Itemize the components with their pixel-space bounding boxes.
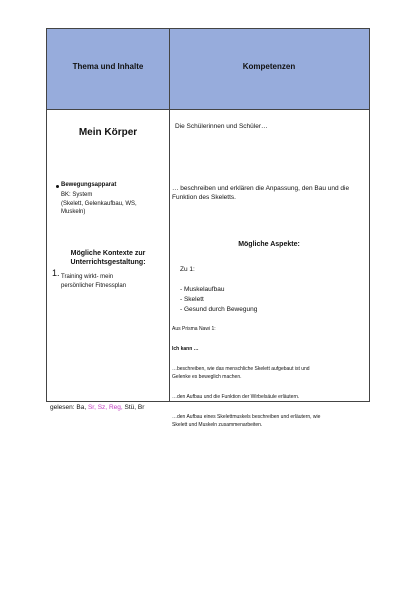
can-do-line: …beschreiben, wie das menschliche Skelett aufgebaut ist und bbox=[172, 366, 310, 372]
bk-text bbox=[61, 191, 169, 217]
list-item: - Gesund durch Bewegung bbox=[180, 306, 258, 313]
prisma-source: Aus Prisma Nawi 1: bbox=[172, 326, 216, 332]
bk-line: (Skelett, Gelenkaufbau, WS, bbox=[61, 200, 137, 207]
description-line: Funktion des Skeletts. bbox=[172, 194, 236, 201]
competence-description bbox=[172, 184, 368, 202]
can-do-line: Skelett und Muskeln zusammenarbeiten. bbox=[172, 421, 263, 428]
contexts-heading-line: Unterrichtsgestaltung: bbox=[70, 259, 146, 266]
intro-text: Die Schülerinnen und Schüler… bbox=[175, 123, 268, 130]
table-header bbox=[47, 29, 369, 110]
can-do-line: …den Aufbau eines Skelettmuskels beschreiben und erläutern, wie bbox=[172, 414, 321, 420]
can-do-item bbox=[172, 414, 368, 429]
reviewer-reg: Reg, bbox=[108, 404, 123, 411]
aspects-list bbox=[180, 285, 257, 315]
footer-rest: Stü, Br bbox=[124, 404, 145, 411]
list-item bbox=[61, 273, 165, 291]
reviewed-by-footer bbox=[50, 404, 144, 411]
can-do-line: Gelenke es beweglich machen. bbox=[172, 373, 242, 380]
list-item-line: Training wirkt- mein bbox=[61, 274, 114, 280]
contexts-heading-line: Mögliche Kontexte zur bbox=[70, 250, 146, 257]
ich-kann-label: Ich kann … bbox=[172, 346, 199, 352]
list-number: 1. bbox=[52, 268, 60, 278]
list-item: - Muskelaufbau bbox=[180, 286, 225, 293]
zu-label: Zu 1: bbox=[180, 266, 195, 273]
can-do-item bbox=[172, 366, 368, 381]
description-line: … beschreiben und erklären die Anpassung, den Bau und die bbox=[172, 185, 350, 192]
reviewer-sz: Sz, bbox=[97, 404, 108, 411]
bullet-heading: Bewegungsapparat bbox=[61, 182, 117, 188]
list-item-line: persönlicher Fitnessplan bbox=[61, 283, 127, 289]
can-do-item: …den Aufbau und die Funktion der Wirbelsäule erläutern. bbox=[172, 394, 300, 400]
contexts-heading bbox=[47, 249, 169, 267]
bullet-icon bbox=[56, 185, 59, 188]
bk-line: BK: System bbox=[61, 192, 93, 198]
bk-line: Muskeln) bbox=[61, 209, 86, 215]
list-item: - Skelett bbox=[180, 296, 204, 303]
reviewer-sr: Sr, bbox=[87, 404, 96, 411]
column-divider bbox=[169, 29, 170, 401]
aspects-heading: Mögliche Aspekte: bbox=[238, 241, 300, 248]
footer-prefix: gelesen: Ba, bbox=[50, 404, 87, 411]
header-thema-inhalte: Thema und Inhalte bbox=[72, 62, 144, 71]
header-kompetenzen: Kompetenzen bbox=[242, 62, 296, 71]
topic-title: Mein Körper bbox=[78, 127, 138, 138]
